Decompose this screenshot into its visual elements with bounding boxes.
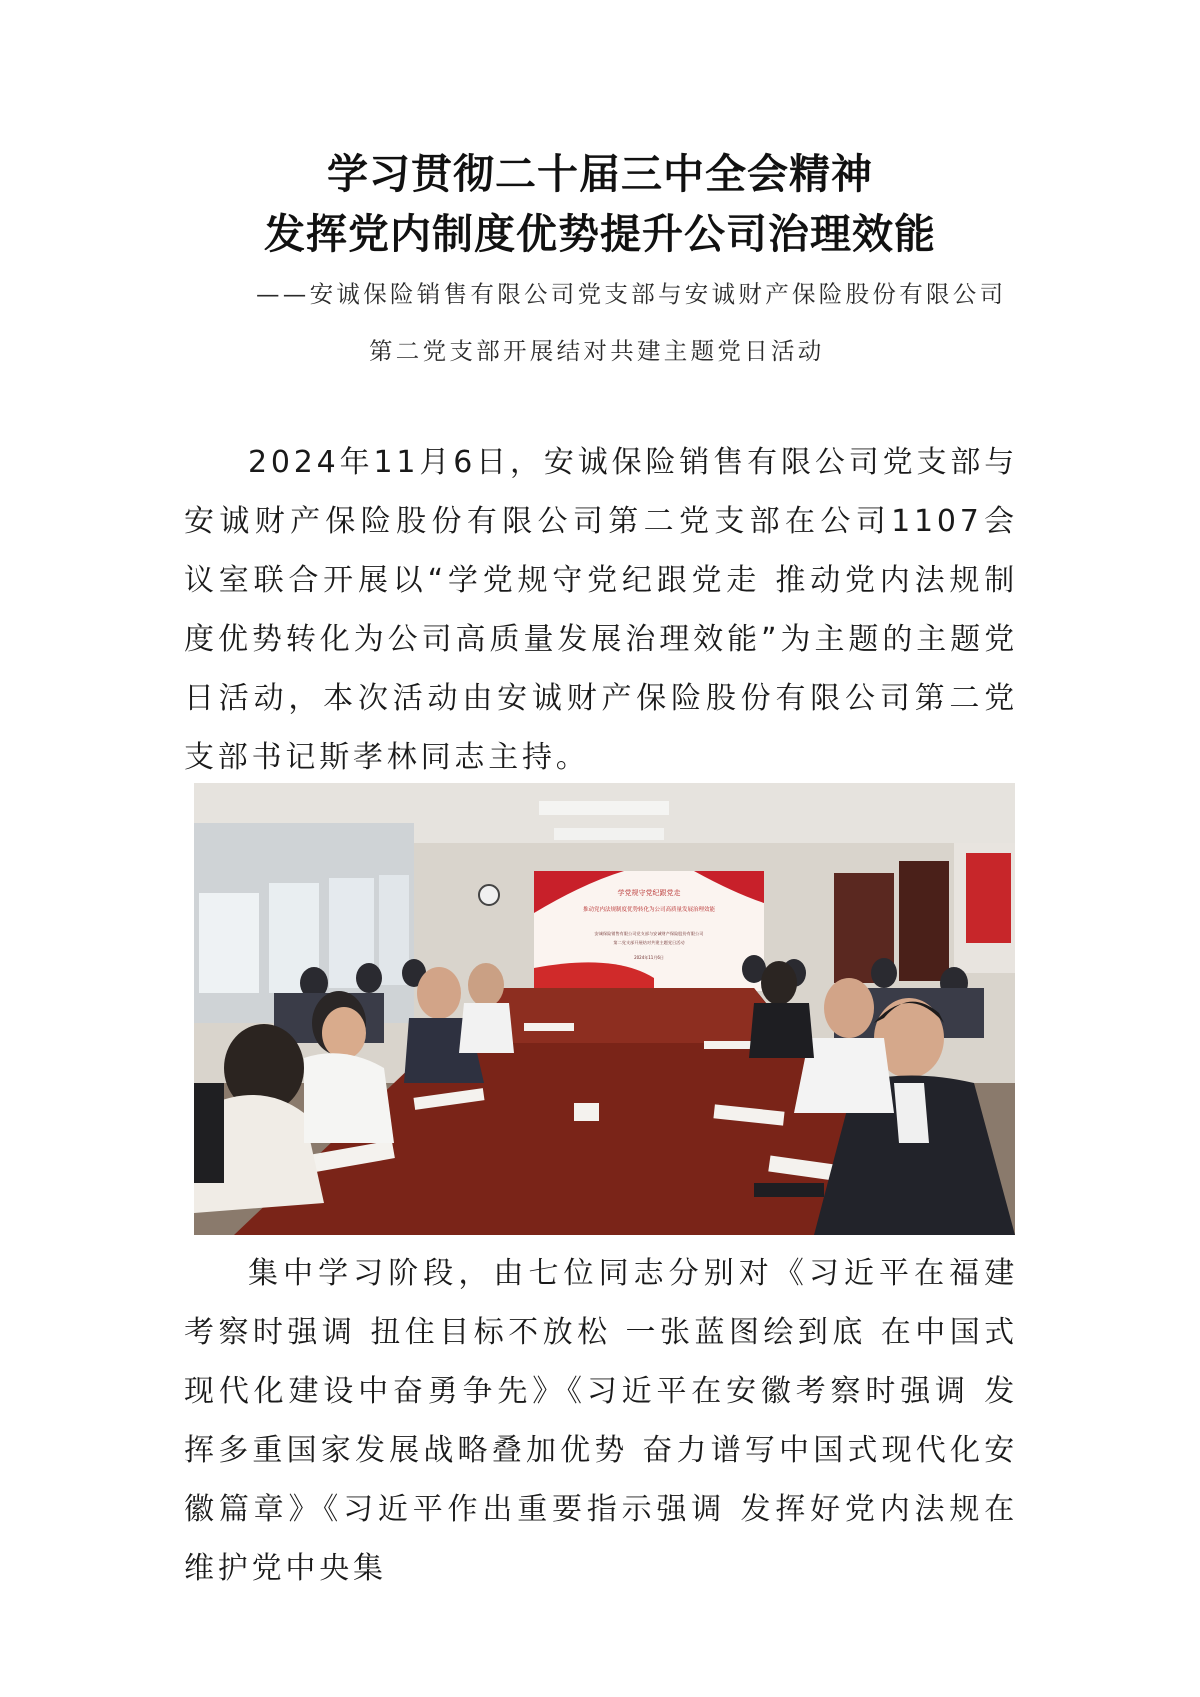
paragraph-intro: 2024年11月6日，安诚保险销售有限公司党支部与安诚财产保险股份有限公司第二党支部在公司1107会议室联合开展以“学党规守党纪跟党走 推动党内法规制度优势转化为公司高质量发展治理效能”为主题的主题党日活动，本次活动由安诚财产保险股份有限公司第二党支部书记斯孝林同志主持。: [184, 445, 1018, 775]
subtitle-line-2: 第二党支部开展结对共建主题党日活动: [369, 337, 825, 365]
title-line-2: 发挥党内制度优势提升公司治理效能: [264, 210, 936, 258]
screen-text-3: 安诚保险销售有限公司党支部与安诚财产保险股份有限公司: [594, 931, 704, 936]
screen-text-5: 2024年11月6日: [634, 955, 664, 960]
title-line-1: 学习贯彻二十届三中全会精神: [327, 150, 873, 198]
screen-text-4: 第二党支部开展结对共建主题党日活动: [613, 940, 685, 945]
screen-text-2: 推动党内法规制度优势转化为公司高质量发展治理效能: [582, 907, 716, 913]
screen-text-1: 学党规守党纪跟党走: [617, 889, 681, 897]
subtitle-line-1: ——安诚保险销售有限公司党支部与安诚财产保险股份有限公司: [256, 280, 1007, 308]
meeting-photo: [194, 783, 1015, 1235]
paragraph-study: 集中学习阶段，由七位同志分别对《习近平在福建考察时强调 扭住目标不放松 一张蓝图绘到底 在中国式现代化建设中奋勇争先》《习近平在安徽考察时强调 发挥多重国家发展战略叠加优势 奋力谱写中国式现代化安徽篇章》《习近平作出重要指示强调 发挥好党内法规在维护党中央集: [184, 1256, 1018, 1586]
